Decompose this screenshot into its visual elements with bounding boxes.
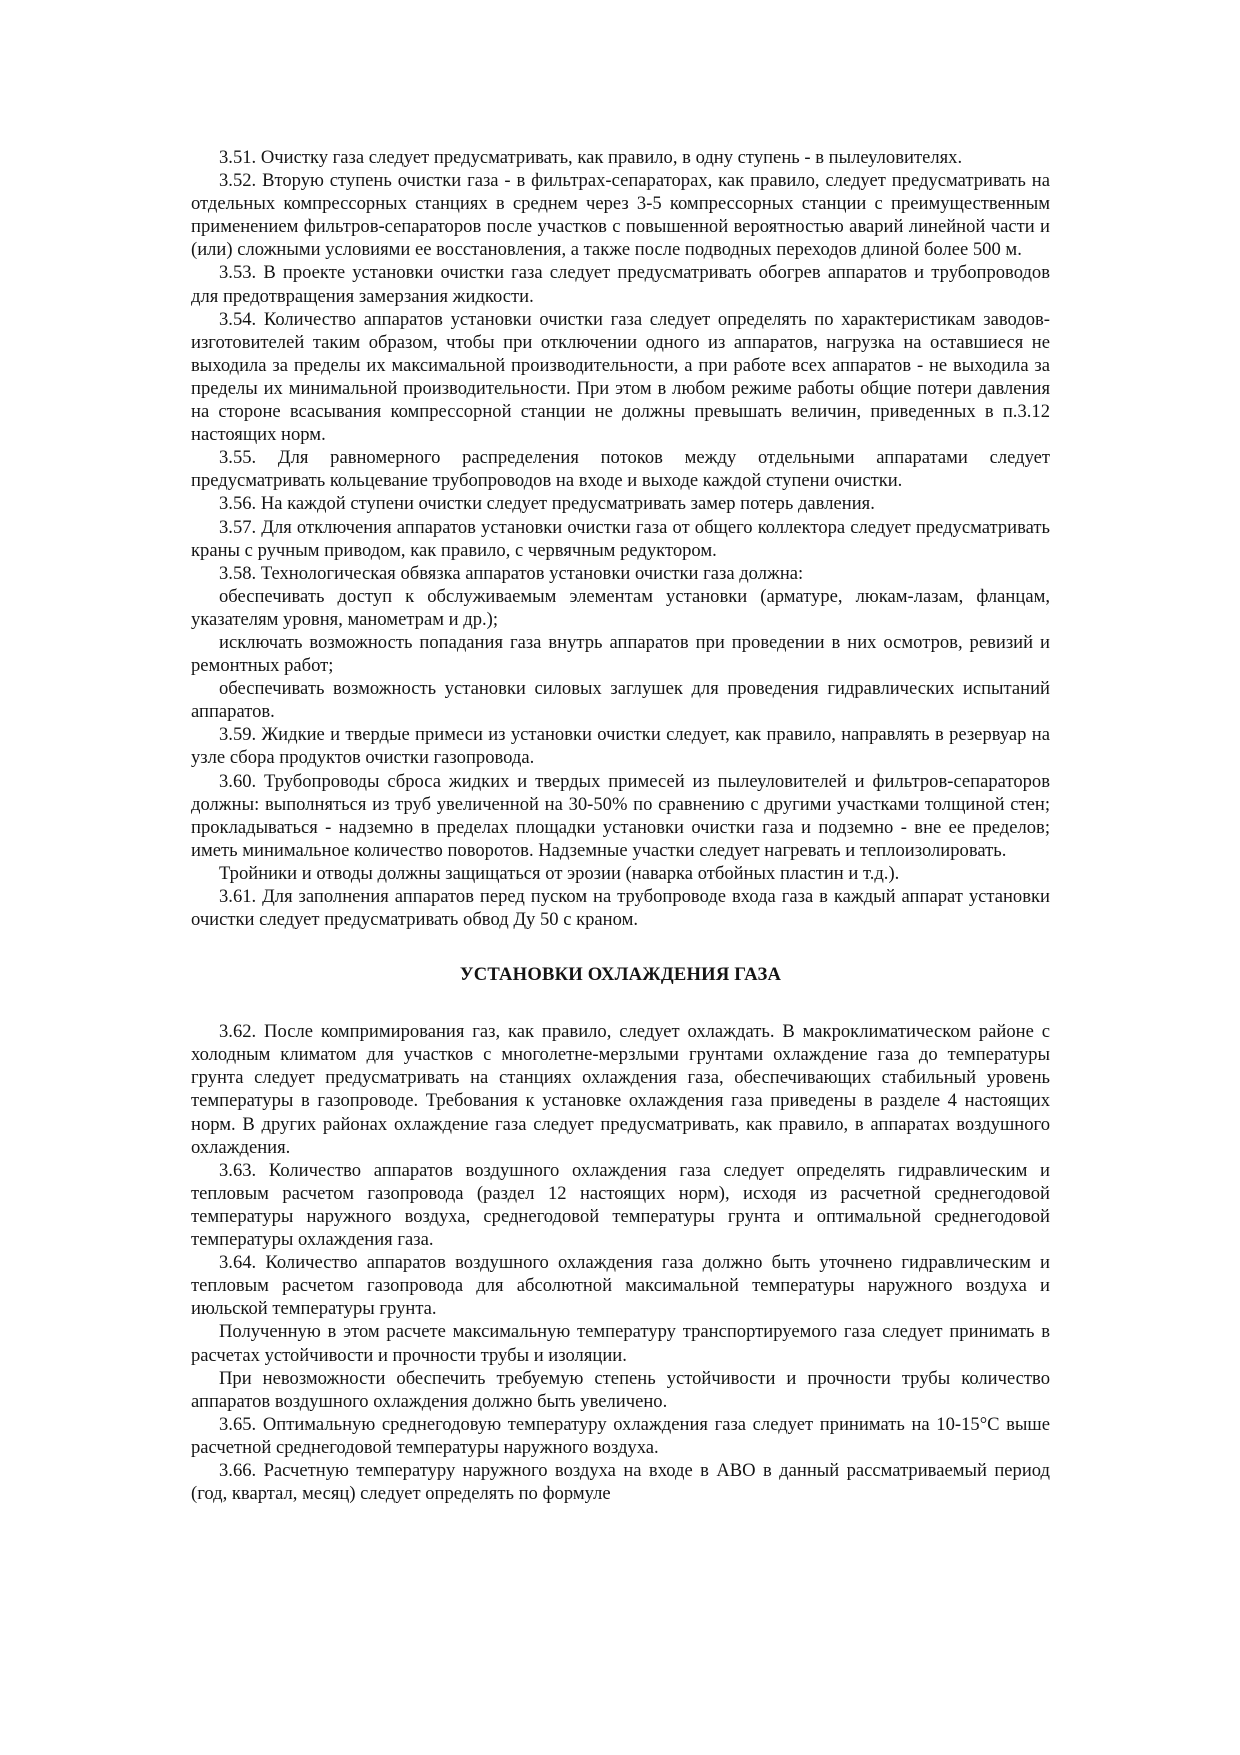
paragraph-3-55: 3.55. Для равномерного распределения потоков между отдельными аппаратами следует предусматривать кольцевание трубопроводов на входе и выходе каждой ступени очистки. — [191, 447, 1050, 492]
list-item-exclude-gas: исключать возможность попадания газа внутрь аппаратов при проведении в них осмотров, ревизий и ремонтных работ; — [191, 631, 1050, 677]
list-item-plugs: обеспечивать возможность установки силовых заглушек для проведения гидравлических испытаний аппаратов. — [191, 678, 1050, 723]
document-page — [191, 146, 1050, 1505]
paragraph-3-58: 3.58. Технологическая обвязка аппаратов установки очистки газа должна: — [219, 562, 804, 584]
paragraph-max-temp: Полученную в этом расчете максимальную температуру транспортируемого газа следует принимать в расчетах устойчивости и прочности трубы и изоляции. — [191, 1321, 1050, 1366]
paragraph-increase-count: При невозможности обеспечить требуемую степень устойчивости и прочности трубы количество аппаратов воздушного охлаждения должно быть увеличено. — [191, 1367, 1050, 1412]
paragraph-erosion: Тройники и отводы должны защищаться от эрозии (наварка отбойных пластин и т.д.). — [219, 862, 900, 884]
paragraph-3-63: 3.63. Количество аппаратов воздушного охлаждения газа следует определять гидравлическим и тепловым расчетом газопровода (раздел 12 настоящих норм), исходя из расчетной среднегодовой температуры наружного воздуха, среднегодовой температуры грунта и оптимальной среднегодовой температуры охлаждения газа. — [191, 1159, 1050, 1251]
paragraph-3-52: 3.52. Вторую ступень очистки газа - в фильтрах-сепараторах, как правило, следует предусматривать на отдельных компрессорных станциях в среднем через 3-5 компрессорных станции с преимущественным применением фильтров-сепараторов после участков с повышенной вероятностью аварий линейной части и (или) сложными условиями ее восстановления, а также после подводных переходов длиной более 500 м. — [191, 170, 1050, 261]
paragraph-3-56: 3.56. На каждой ступени очистки следует предусматривать замер потерь давления. — [219, 493, 875, 515]
paragraph-3-61: 3.61. Для заполнения аппаратов перед пуском на трубопроводе входа газа в каждый аппарат установки очистки следует предусматривать обвод Ду 50 с краном. — [191, 886, 1050, 931]
paragraph-3-51: 3.51. Очистку газа следует предусматривать, как правило, в одну ступень - в пылеуловителях. — [219, 147, 963, 168]
section-heading: УСТАНОВКИ ОХЛАЖДЕНИЯ ГАЗА — [459, 964, 782, 986]
paragraph-3-62: 3.62. После компримирования газ, как правило, следует охлаждать. В макроклиматическом районе с холодным климатом для участков с многолетне-мерзлыми грунтами охлаждение газа до температуры грунта следует предусматривать на станциях охлаждения газа, обеспечивающих стабильный уровень температуры в газопроводе. Требования к установке охлаждения газа приведены в разделе 4 настоящих норм. В других районах охлаждение газа следует предусматривать, как правило, в аппаратах воздушного охлаждения. — [191, 1021, 1050, 1158]
paragraph-3-60: 3.60. Трубопроводы сброса жидких и твердых примесей из пылеуловителей и фильтров-сепараторов должны: выполняться из труб увеличенной на 30-50% по сравнению с другими участками толщиной стен; прокладываться - надземно в пределах площадки установки очистки газа и подземно - вне ее пределов; иметь минимальное количество поворотов. Надземные участки следует нагревать и теплоизолировать. — [191, 770, 1050, 861]
paragraph-3-66: 3.66. Расчетную температуру наружного воздуха на входе в АВО в данный рассматриваемый период (год, квартал, месяц) следует определять по формуле — [191, 1459, 1050, 1505]
paragraph-3-54: 3.54. Количество аппаратов установки очистки газа следует определять по характеристикам заводов-изготовителей таким образом, чтобы при отключении одного из аппаратов, нагрузка на оставшиеся не выходила за пределы их максимальной производительности, а при работе всех аппаратов - не выходила за пределы их минимальной производительности. При этом в любом режиме работы общие потери давления на стороне всасывания компрессорной станции не должны превышать величин, приведенных в п.3.12 настоящих норм. — [191, 308, 1050, 446]
paragraph-3-65: 3.65. Оптимальную среднегодовую температуру охлаждения газа следует принимать на 10-15°С выше расчетной среднегодовой температуры наружного воздуха. — [191, 1413, 1050, 1458]
paragraph-3-53: 3.53. В проекте установки очистки газа следует предусматривать обогрев аппаратов и трубопроводов для предотвращения замерзания жидкости. — [191, 262, 1050, 307]
list-item-access: обеспечивать доступ к обслуживаемым элементам установки (арматуре, люкам-лазам, фланцам, указателям уровня, манометрам и др.); — [191, 585, 1050, 630]
paragraph-3-59: 3.59. Жидкие и твердые примеси из установки очистки следует, как правило, направлять в резервуар на узле сбора продуктов очистки газопровода. — [191, 724, 1050, 769]
paragraph-3-64: 3.64. Количество аппаратов воздушного охлаждения газа должно быть уточнено гидравлическим и тепловым расчетом газопровода для абсолютной максимальной температуры наружного воздуха и июльской температуры грунта. — [191, 1252, 1050, 1320]
section-gas-cooling — [191, 1020, 1050, 1505]
section-gas-cleaning — [191, 146, 1050, 931]
paragraph-3-57: 3.57. Для отключения аппаратов установки очистки газа от общего коллектора следует предусматривать краны с ручным приводом, как правило, с червячным редуктором. — [191, 516, 1050, 561]
